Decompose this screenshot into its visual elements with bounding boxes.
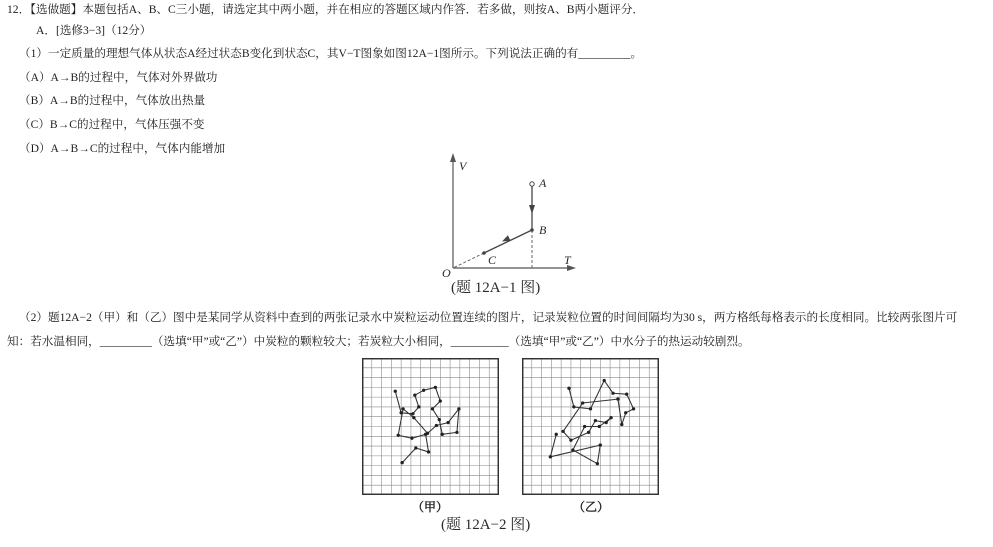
position-dot [400,461,403,464]
position-dot [413,394,416,397]
state-a-point [530,182,534,186]
position-dot [624,411,627,414]
position-dot [549,455,552,458]
arrow-b-to-c [502,235,511,241]
part2-stem-line2: 知：若水温相同，_________（选填“甲”或“乙”）中炭粒的颗粒较大；若炭粒大小相同，__________（选填“甲”或“乙”）中水分子的热运动较剧烈。 [7,335,750,348]
position-dot [611,392,614,395]
position-dot [431,407,434,410]
option-b: （B）A→B的过程中，气体放出热量 [19,94,206,107]
label-yi: （乙） [572,500,609,514]
c-origin-dashed [453,253,484,268]
figure1-caption: (题 12A−1 图) [451,280,541,296]
part2-stem-line1: （2）题12A−2（甲）和（乙）图中是某同学从资料中查到的两张记录水中炭粒运动位置连续的图片，记录炭粒位置的时间间隔均为30 s，两方格纸每格表示的长度相同。比较两张图片可 [19,311,958,324]
figure2-caption: (题 12A−2 图) [441,517,531,533]
position-dot [435,424,438,427]
option-d: （D）A→B→C的过程中，气体内能增加 [19,142,226,155]
question-header: 12．【选做题】本题包括A、B、C三小题，请选定其中两小题，并在相应的答题区域内作答．若多做，则按A、B两小题评分． [7,3,645,16]
grid-yi-figure [522,358,659,495]
position-dot [401,407,404,410]
position-dot [555,433,558,436]
position-dot [417,405,420,408]
position-dot [598,425,601,428]
position-dot [625,393,628,396]
position-dot [446,421,449,424]
part1-stem: （1）一定质量的理想气体从状态A经过状态B变化到状态C，其V−T图象如图12A−1图所示。下列说法正确的有_________。 [19,47,643,60]
position-dot [439,399,442,402]
arrow-a-to-b [529,205,535,214]
point-a-label: A [539,176,547,190]
option-a: （A）A→B的过程中，气体对外界做功 [19,71,218,84]
process-b-to-c [484,230,532,253]
position-dot [609,416,612,419]
position-dot [569,439,572,442]
trajectory-path [550,381,633,464]
state-c-point [482,251,486,255]
position-dot [616,397,619,400]
position-dot [567,387,570,390]
position-dot [594,419,597,422]
position-dot [422,389,425,392]
position-dot [571,448,574,451]
position-dot [620,423,623,426]
t-axis-label: T [564,253,571,267]
origin-label: O [442,266,451,280]
position-dot [603,379,606,382]
position-dot [561,430,564,433]
position-dot [441,433,444,436]
option-c: （C）B→C的过程中，气体压强不变 [19,118,205,131]
position-dot [411,412,414,415]
position-dot [410,437,413,440]
v-axis-label: V [459,159,467,173]
position-dot [587,431,590,434]
position-dot [424,433,427,436]
position-dot [457,407,460,410]
position-dot [632,407,635,410]
position-dot [583,425,586,428]
position-dot [412,416,415,419]
position-dot [581,401,584,404]
position-dot [427,450,430,453]
position-dot [589,407,592,410]
position-dot [394,390,397,393]
vt-graph-figure [430,150,580,282]
position-dot [414,446,417,449]
position-dot [604,421,607,424]
grid-jia-figure [362,358,499,495]
state-b-point [530,228,534,232]
point-c-label: C [488,253,497,267]
position-dot [572,405,575,408]
position-dot [434,386,437,389]
grid-lines [362,358,499,495]
position-dot [455,431,458,434]
v-axis-arrow [450,153,456,162]
position-dot [596,462,599,465]
section-title: A．[选修3−3]（12分） [36,24,152,37]
point-b-label: B [539,223,547,237]
position-dot [438,418,441,421]
position-dot [397,434,400,437]
position-dot [399,411,402,414]
label-jia: （甲） [411,500,448,514]
position-dot [599,443,602,446]
